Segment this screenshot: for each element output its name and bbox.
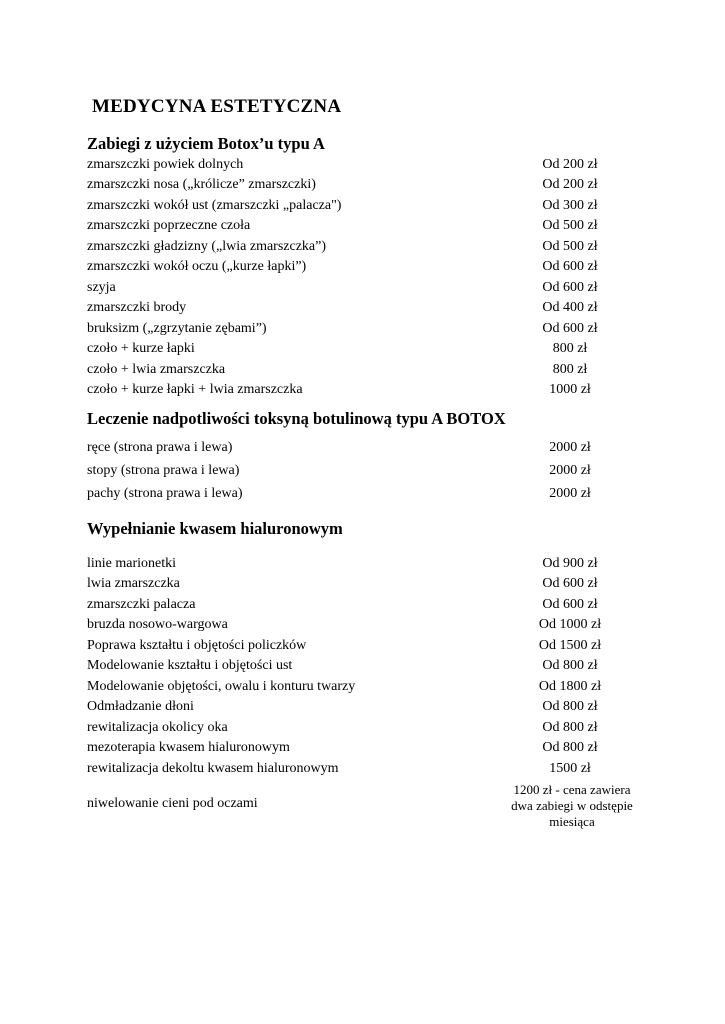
treatment-name: zmarszczki poprzeczne czoła	[87, 218, 251, 233]
treatment-name: zmarszczki gładzizny („lwia zmarszczka”)	[87, 239, 327, 254]
treatment-price: 2000 zł	[549, 486, 591, 501]
price-row	[87, 360, 647, 380]
treatment-price: 1000 zł	[549, 382, 591, 397]
treatment-price: Od 200 zł	[542, 177, 598, 192]
treatment-price: Od 800 zł	[542, 720, 598, 735]
treatment-name: Poprawa kształtu i objętości policzków	[87, 638, 307, 653]
price-row	[87, 339, 647, 359]
price-row	[87, 759, 647, 779]
price-note-line: miesiąca	[549, 814, 595, 829]
price-row	[87, 461, 647, 481]
price-row	[87, 718, 647, 738]
section-heading-hyaluronic: Wypełnianie kwasem hialuronowym	[87, 519, 343, 538]
treatment-name: Modelowanie objętości, owalu i konturu twarzy	[87, 679, 356, 694]
treatment-price: Od 800 zł	[542, 740, 598, 755]
section-heading-botox: Zabiegi z użyciem Botox’u typu A	[87, 134, 325, 153]
treatment-price: Od 600 zł	[542, 280, 598, 295]
price-row-with-note	[87, 782, 647, 834]
price-row	[87, 656, 647, 676]
price-row	[87, 319, 647, 339]
treatment-price: Od 500 zł	[542, 239, 598, 254]
treatment-name: bruzda nosowo-wargowa	[87, 617, 228, 632]
treatment-name: zmarszczki nosa („królicze” zmarszczki)	[87, 177, 316, 192]
price-row	[87, 574, 647, 594]
price-row	[87, 636, 647, 656]
treatment-name: rewitalizacja okolicy oka	[87, 720, 228, 735]
treatment-price: Od 400 zł	[542, 300, 598, 315]
treatment-price: Od 900 zł	[542, 556, 598, 571]
price-row	[87, 554, 647, 574]
treatment-name: czoło + lwia zmarszczka	[87, 362, 226, 377]
price-row	[87, 175, 647, 195]
treatment-name: rewitalizacja dekoltu kwasem hialuronowym	[87, 761, 339, 776]
price-row	[87, 196, 647, 216]
price-row	[87, 738, 647, 758]
price-row	[87, 697, 647, 717]
page-title: MEDYCYNA ESTETYCZNA	[92, 96, 342, 117]
treatment-price: Od 1000 zł	[538, 617, 602, 632]
treatment-name: bruksizm („zgrzytanie zębami”)	[87, 321, 267, 336]
treatment-price: Od 800 zł	[542, 658, 598, 673]
treatment-price: 800 zł	[552, 362, 588, 377]
treatment-name: zmarszczki powiek dolnych	[87, 157, 244, 172]
price-note-line: 1200 zł - cena zawiera	[513, 782, 631, 797]
treatment-name: linie marionetki	[87, 556, 177, 571]
treatment-name: mezoterapia kwasem hialuronowym	[87, 740, 290, 755]
treatment-price: Od 600 zł	[542, 597, 598, 612]
treatment-price: Od 300 zł	[542, 198, 598, 213]
treatment-price: Od 500 zł	[542, 218, 598, 233]
price-row	[87, 237, 647, 257]
treatment-price: Od 600 zł	[542, 321, 598, 336]
price-row	[87, 615, 647, 635]
treatment-name: czoło + kurze łapki + lwia zmarszczka	[87, 382, 303, 397]
treatment-name: stopy (strona prawa i lewa)	[87, 463, 240, 478]
price-row	[87, 484, 647, 504]
treatment-name: zmarszczki wokół oczu („kurze łapki”)	[87, 259, 307, 274]
treatment-price: Od 600 zł	[542, 259, 598, 274]
treatment-price: 1500 zł	[549, 761, 591, 776]
treatment-price: Od 600 zł	[542, 576, 598, 591]
treatment-price-note	[492, 782, 652, 830]
treatment-name: zmarszczki wokół ust (zmarszczki „palacza")	[87, 198, 342, 213]
treatment-name: czoło + kurze łapki	[87, 341, 195, 356]
treatment-name: ręce (strona prawa i lewa)	[87, 440, 233, 455]
treatment-name: zmarszczki palacza	[87, 597, 196, 612]
treatment-name: zmarszczki brody	[87, 300, 187, 315]
treatment-name: niwelowanie cieni pod oczami	[87, 796, 258, 811]
treatment-price: 800 zł	[552, 341, 588, 356]
price-row	[87, 298, 647, 318]
treatment-price: 2000 zł	[549, 463, 591, 478]
treatment-price: Od 1800 zł	[538, 679, 602, 694]
treatment-name: pachy (strona prawa i lewa)	[87, 486, 243, 501]
price-row	[87, 216, 647, 236]
price-row	[87, 595, 647, 615]
treatment-name: szyja	[87, 280, 116, 295]
section-heading-hyperhidrosis: Leczenie nadpotliwości toksyną botulinową typu A BOTOX	[87, 409, 506, 428]
price-row	[87, 278, 647, 298]
treatment-price: Od 1500 zł	[538, 638, 602, 653]
price-note-line: dwa zabiegi w odstępie	[511, 798, 633, 813]
treatment-price: 2000 zł	[549, 440, 591, 455]
treatment-price: Od 800 zł	[542, 699, 598, 714]
price-row	[87, 438, 647, 458]
price-row	[87, 380, 647, 400]
treatment-name: Modelowanie kształtu i objętości ust	[87, 658, 293, 673]
price-row	[87, 257, 647, 277]
treatment-name: Odmładzanie dłoni	[87, 699, 194, 714]
price-row	[87, 155, 647, 175]
treatment-name: lwia zmarszczka	[87, 576, 180, 591]
treatment-price: Od 200 zł	[542, 157, 598, 172]
price-row	[87, 677, 647, 697]
